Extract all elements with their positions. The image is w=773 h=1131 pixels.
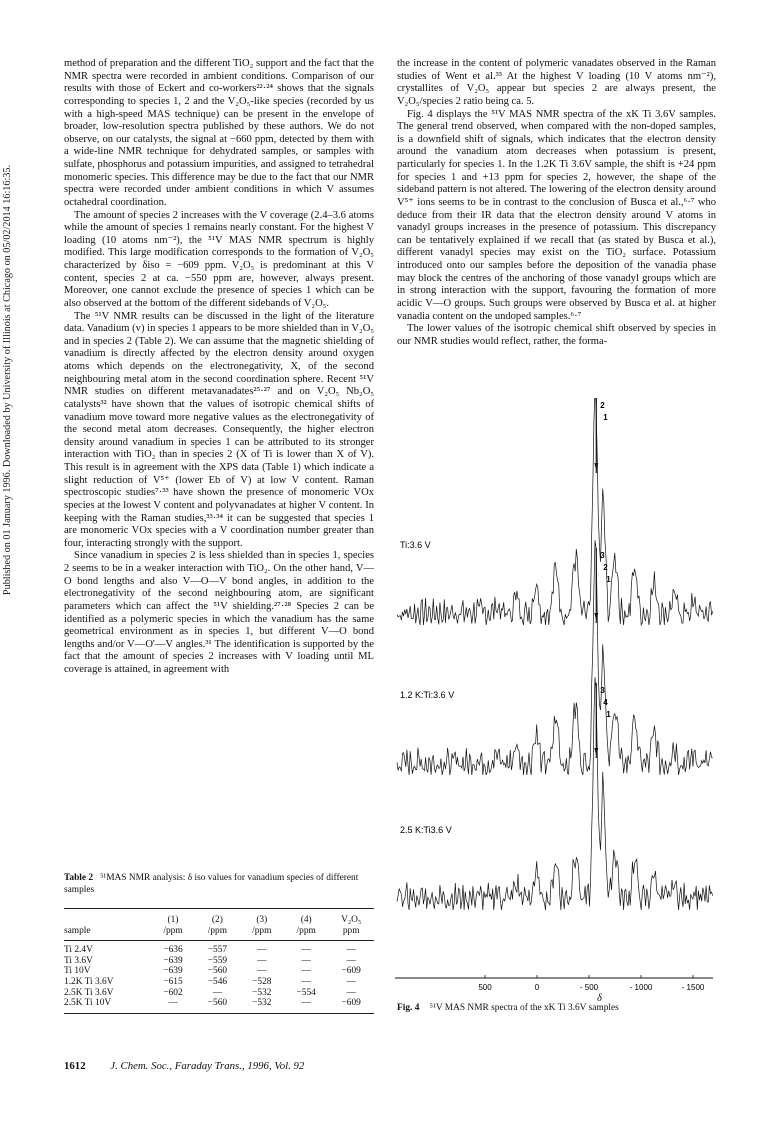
x-axis-tick-label: - 500 (579, 983, 599, 992)
table-cell: −557 (207, 945, 228, 956)
figure-caption (397, 1003, 619, 1013)
table-cell: −528 (252, 976, 272, 987)
x-axis-tick-label: 0 (534, 983, 540, 992)
download-notice (2, 30, 18, 730)
table-cell: — (301, 945, 311, 956)
table-row (64, 966, 374, 977)
table-header-cell: /ppm (240, 926, 284, 941)
table-cell: — (212, 987, 223, 998)
table-cell: 2.5K Ti 10V (64, 998, 151, 1013)
table-row (64, 941, 374, 956)
table-cell: −554 (296, 987, 316, 998)
table-cell: — (301, 966, 311, 977)
table-header-cell: (3) (240, 909, 284, 926)
right-column (397, 58, 716, 348)
table-cell: Ti 3.6V (64, 955, 93, 966)
table-cell: −609 (341, 966, 361, 977)
table-cell: — (257, 966, 267, 977)
table-header-cell: V₂O₅ (328, 909, 374, 926)
nmr-spectrum-trace (397, 540, 713, 775)
paragraph: method of preparation and the different TiO₂ support and the fact that the NMR spectra were recorded in ambient conditions. Comparison of our results with those of Eckert and co-workers²²·²⁴ shows that the signals corresponding to species 1, 2 and the V₂O₅-like species (recorded by us with a high-speed MAS technique) can be present in the envelope of broader, low-resolution spectra published by these authors. We do not observe, on our catalysts, the signal at −660 ppm, detected by them with a wide-line NMR technique for dehydrated samples, or samples with sulfate, phosphorus and potassium impurities, and assigned to tetrahedral monomeric species. This difference may be due to the fact that our NMR spectra were recorded under ambient conditions in which V assumes octahedral coordination. (64, 58, 374, 208)
table-cell: −560 (195, 998, 239, 1013)
table-header-cell (64, 909, 151, 926)
nmr-table (64, 908, 374, 1014)
paragraph: Since vanadium in species 2 is less shielded than in species 1, species 2 seems to be in a weaker interaction with TiO₂. On the other hand, V—O bond lengths and also V—O—V bond angles, in addition to the electronegativity of the second neighbouring atom, are significant parameters which can affect the ⁵¹V shielding.²⁷·²⁸ Species 2 can be identified as a polymeric species in which the vanadium has the same geometrical environment as in species 1, but different V—O bond lengths and/or V—O'—V angles.³¹ The identification is supported by the fact that the amount of species 2 increases with V loading until ML coverage is attained, in agreement with (64, 550, 374, 675)
table-caption-text: ⁵¹MAS NMR analysis: δ iso values for vanadium species of different samples (64, 873, 359, 895)
page-footer (64, 1060, 304, 1072)
x-axis-label: δ (597, 993, 602, 1003)
paragraph: The lower values of the isotropic chemical shift observed by species in our NMR studies would reflect, rather, the forma- (397, 323, 716, 347)
peak-marker-label: 1 (606, 575, 611, 584)
table-cell: — (346, 976, 356, 987)
table-cell: — (346, 955, 356, 966)
paragraph: the increase in the content of polymeric vanadates observed in the Raman studies of Went et al.³³ At the highest V loading (10 V atoms nm⁻²), crystallites of V₂O₅ appear but species 2 are always present, the V₂O₅/species 2 ratio being ca. 5. (397, 58, 716, 107)
table-cell: −609 (328, 998, 374, 1013)
table-header-cell: ppm (328, 926, 374, 941)
table-header-cell: sample (64, 926, 151, 941)
table-cell: — (257, 955, 267, 966)
peak-marker-label: 3 (600, 686, 605, 695)
table-cell: — (301, 976, 311, 987)
nmr-spectrum-trace (397, 677, 713, 910)
nmr-spectrum-trace (397, 398, 713, 625)
left-column (64, 58, 374, 677)
peak-marker-label: 3 (600, 551, 605, 560)
table-header-cell: /ppm (151, 926, 195, 941)
table-cell: Ti 10V (64, 966, 91, 977)
peak-marker-label: 4 (603, 698, 608, 707)
table-cell: 1.2K Ti 3.6V (64, 976, 114, 987)
spectrum-label: 2.5 K:Ti3.6 V (400, 825, 452, 835)
table-cell: −636 (163, 945, 183, 956)
x-axis-tick-label: - 1000 (629, 983, 653, 992)
paragraph: The amount of species 2 increases with the V coverage (2.4–3.6 atoms while the amount of species 1 remains nearly constant. For the highest V loading (10 atoms nm⁻²), the ⁵¹V MAS NMR spectrum is highly modified. This large modification corresponds to the formation of V₂O₅ characterized by δiso = −609 ppm. V₂O₅ is predominant at this V content, species 2 at ca. −550 ppm are, however, always present. Moreover, one cannot exclude the presence of species 1 which can be also observed at the bottom of the different sidebands of V₂O₅. (64, 209, 374, 309)
table-cell: −546 (207, 976, 228, 987)
table-cell: — (151, 998, 195, 1013)
figure-caption-label: Fig. 4 (397, 1003, 420, 1013)
table-header-cell: /ppm (284, 926, 328, 941)
peak-marker-label: 1 (603, 413, 608, 422)
journal-citation: J. Chem. Soc., Faraday Trans., 1996, Vol. 92 (110, 1060, 305, 1072)
table-cell: — (346, 945, 356, 956)
table-header-cell: (2) (195, 909, 239, 926)
x-axis-tick-label: - 1500 (681, 983, 705, 992)
peak-marker-arrow (594, 748, 598, 755)
x-axis-tick-label: 500 (478, 983, 492, 992)
table-cell: −560 (207, 966, 228, 977)
table-row (64, 988, 374, 999)
table-header-cell: /ppm (195, 926, 239, 941)
paragraph: The ⁵¹V NMR results can be discussed in the light of the literature data. Vanadium (v) in species 1 appears to be more shielded than in V₂O₅ and in species 2 (Table 2). We can assume that the magnetic shielding of vanadium is directly affected by the electron density around oxygen atoms which depends on the electronegativity, X, of the second neighbouring metal atom in the second coordination sphere. Recent ⁵¹V NMR studies on different metavanadates²⁵·²⁷ and on V₂O₅ Nb₂O₅ catalysts³² have shown that the values of isotropic chemical shifts of vanadium move toward more negative values as the electronegativity of the second metal atom decreases. Consequently, the higher electron density around vanadium in species 1 can be attributed to its stronger interaction with TiO₂ than in species 2 (X of Ti is lower than X of V). This result is in agreement with the XPS data (Table 1) which indicate a slight reduction of V⁵⁺ (lower Eb of V) at low V content. Raman spectroscopic studies⁷·³³ have shown the presence of monomeric VOx species at the lowest V content and polyvanadates at higher V content. In keeping with the Raman studies,³³·³⁴ it can be suggested that species 1 are monomeric VOx species with a V coordination number greater than four, interacting strongly with the support. (64, 310, 374, 549)
table-cell: −639 (163, 955, 183, 966)
paragraph: Fig. 4 displays the ⁵¹V MAS NMR spectra of the xK Ti 3.6V samples. The general trend observed, when compared with the non-doped samples, is a downfield shift of signals, which indicates that the electron density around the vanadium atom decreases when potassium is present, particularly for species 1. In the 1.2K Ti 3.6V sample, the shift is +24 ppm for species 1 and +13 ppm for species 2, however, the shape of the sideband pattern is not altered. The lowering of the electron density around V⁵⁺ ions seems to be in contrast to the conclusion of Busca et al.,⁶·⁷ who deduce from their IR data that the electron density around V atoms in vanadyl groups increases in the presence of potassium. This discrepancy can be tentatively explained if we recall that (as stated by Busca et al.), different vanadyl species may exist on the TiO₂ surface. Potassium introduced onto our samples before the deposition of the vanadia phase may block the centres of the anchoring of those vanadyl groups which are in strong interaction with the support, favouring the formation of more acidic V—O groups. Such groups were observed by Busca et al. at higher vanadia content on the undoped samples.⁶·⁷ (397, 108, 716, 322)
peak-marker-label: 1 (606, 710, 611, 719)
table-cell: Ti 2.4V (64, 945, 93, 956)
download-notice-text: Published on 01 January 1996. Downloaded by University of Illinois at Chicago on 05/02/2014 16:16:35. (2, 164, 13, 596)
table-cell: −602 (163, 987, 183, 998)
table-header-cell: (1) (151, 909, 195, 926)
table-caption-label: Table 2 (64, 873, 94, 883)
page-number: 1612 (64, 1060, 86, 1072)
peak-marker-label: 2 (600, 401, 605, 410)
table-cell: — (284, 998, 328, 1013)
peak-marker-label: 2 (603, 563, 608, 572)
table-caption (64, 873, 376, 896)
table-row (64, 956, 374, 967)
nmr-spectra-figure (395, 398, 720, 1003)
table-cell: 2.5K Ti 3.6V (64, 987, 114, 998)
table-row (64, 977, 374, 988)
table-cell: −532 (252, 987, 272, 998)
table-cell: −639 (163, 966, 183, 977)
table-cell: — (301, 955, 311, 966)
table-header-cell: (4) (284, 909, 328, 926)
table-cell: — (257, 945, 267, 956)
table-row (64, 998, 374, 1013)
figure-caption-text: ⁵¹V MAS NMR spectra of the xK Ti 3.6V samples (429, 1003, 619, 1013)
table-cell: — (346, 987, 356, 998)
spectrum-label: Ti:3.6 V (400, 540, 431, 550)
spectrum-label: 1.2 K:Ti:3.6 V (400, 690, 455, 700)
table-cell: −615 (163, 976, 183, 987)
table-cell: −559 (207, 955, 228, 966)
table-cell: −532 (240, 998, 284, 1013)
